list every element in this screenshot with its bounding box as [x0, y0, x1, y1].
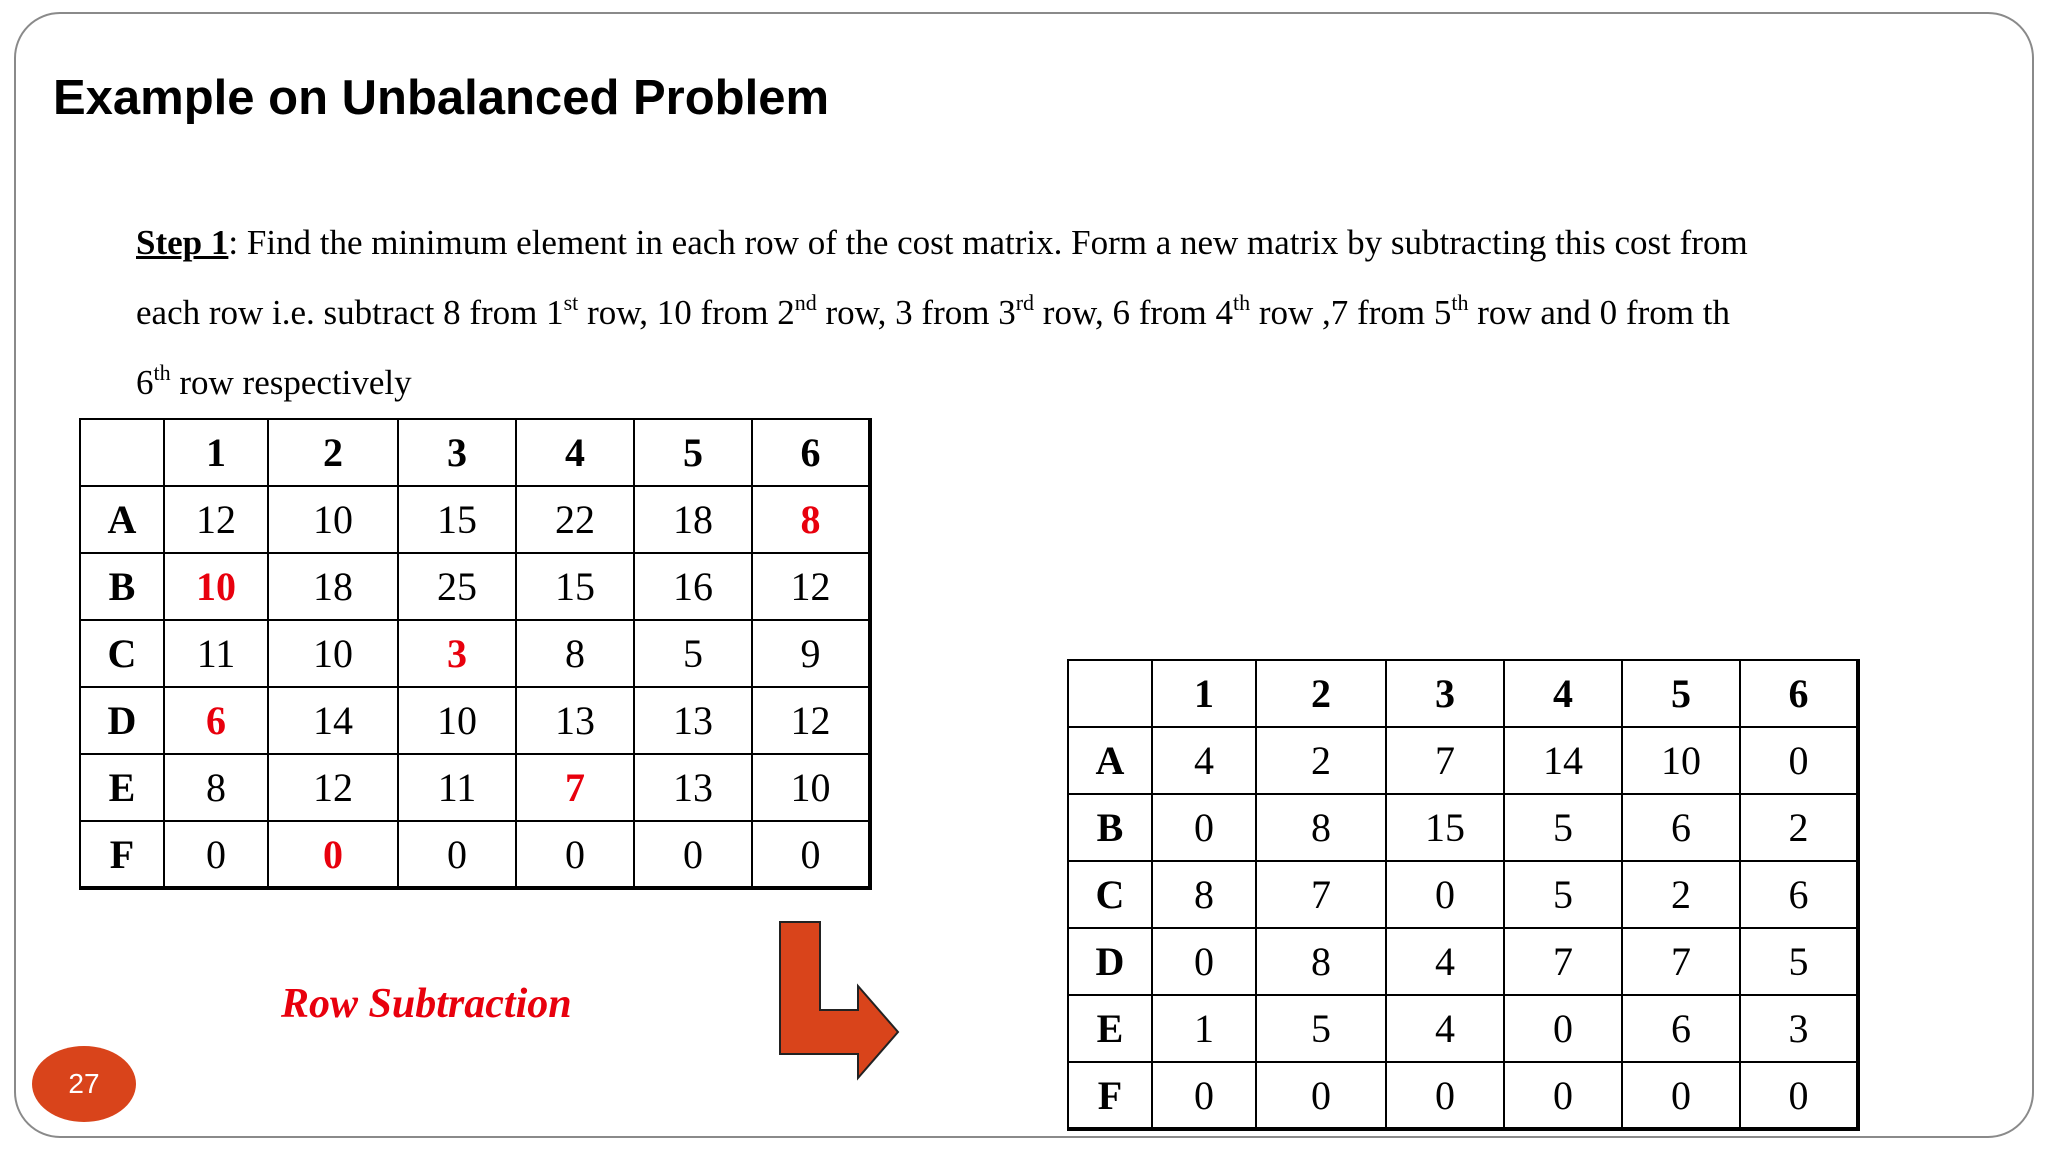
table-cell: 0	[1256, 1062, 1386, 1129]
step-line-3	[136, 348, 1936, 418]
table-cell: 0	[1386, 1062, 1504, 1129]
table-cell: 15	[516, 553, 634, 620]
column-header: 1	[164, 419, 268, 486]
table-cell: 6	[1622, 794, 1740, 861]
reduced-matrix-table	[1067, 659, 1860, 1131]
row-header: E	[1068, 995, 1152, 1062]
table-cell: 5	[1504, 861, 1622, 928]
step-line-2	[136, 278, 1936, 348]
table-cell: 13	[634, 687, 752, 754]
table-row	[80, 486, 870, 553]
table-row	[80, 754, 870, 821]
table-row	[80, 553, 870, 620]
corner-cell	[1068, 660, 1152, 727]
ordinal-suffix: th	[1451, 290, 1469, 315]
row-minimum-cell: 0	[268, 821, 398, 888]
table-cell: 10	[398, 687, 516, 754]
table-cell: 8	[516, 620, 634, 687]
corner-cell	[80, 419, 164, 486]
header-row	[1068, 660, 1858, 727]
step-instructions	[136, 208, 1936, 418]
row-header: C	[1068, 861, 1152, 928]
table-cell: 11	[164, 620, 268, 687]
table-cell: 10	[268, 486, 398, 553]
table-cell: 25	[398, 553, 516, 620]
table-cell: 0	[1386, 861, 1504, 928]
table-cell: 2	[1622, 861, 1740, 928]
ordinal-suffix: th	[153, 360, 171, 385]
row-header: D	[80, 687, 164, 754]
step-line-1-text: : Find the minimum element in each row of the cost matrix. Form a new matrix by subtracting this cost from	[228, 223, 1748, 262]
column-header: 3	[1386, 660, 1504, 727]
step-label: Step 1	[136, 223, 229, 262]
table-cell: 0	[1152, 928, 1256, 995]
table-cell: 6	[1740, 861, 1858, 928]
table-cell: 16	[634, 553, 752, 620]
row-header: B	[1068, 794, 1152, 861]
table-cell: 12	[752, 553, 870, 620]
table-cell: 4	[1152, 727, 1256, 794]
table-cell: 5	[1740, 928, 1858, 995]
table-cell: 4	[1386, 928, 1504, 995]
table-cell: 8	[164, 754, 268, 821]
table-cell: 6	[1622, 995, 1740, 1062]
table-cell: 22	[516, 486, 634, 553]
ordinal-suffix: rd	[1015, 290, 1035, 315]
ordinal-suffix: th	[1233, 290, 1251, 315]
table-row	[1068, 727, 1858, 794]
table-cell: 7	[1622, 928, 1740, 995]
column-header: 2	[268, 419, 398, 486]
row-header: D	[1068, 928, 1152, 995]
bent-arrow-icon	[778, 920, 902, 1082]
step-text: each row i.e. subtract 8 from 1	[136, 293, 564, 332]
column-header: 3	[398, 419, 516, 486]
table-cell: 18	[268, 553, 398, 620]
table-cell: 8	[1152, 861, 1256, 928]
table-cell: 13	[634, 754, 752, 821]
step-text: row respectively	[170, 363, 412, 402]
step-text: row, 3 from 3	[816, 293, 1016, 332]
step-text: row and 0 from th	[1468, 293, 1730, 332]
ordinal-suffix: nd	[794, 290, 817, 315]
table-cell: 12	[164, 486, 268, 553]
table-cell: 0	[1504, 995, 1622, 1062]
table-cell: 0	[1504, 1062, 1622, 1129]
table-cell: 0	[1740, 727, 1858, 794]
column-header: 6	[752, 419, 870, 486]
table-cell: 7	[1256, 861, 1386, 928]
table-cell: 0	[164, 821, 268, 888]
table-cell: 8	[1256, 928, 1386, 995]
table-cell: 5	[1504, 794, 1622, 861]
table-cell: 15	[398, 486, 516, 553]
table-row	[80, 821, 870, 888]
row-header: E	[80, 754, 164, 821]
column-header: 1	[1152, 660, 1256, 727]
table-row	[1068, 995, 1858, 1062]
table-row	[1068, 1062, 1858, 1129]
table-cell: 9	[752, 620, 870, 687]
row-header: B	[80, 553, 164, 620]
ordinal-suffix: st	[563, 290, 579, 315]
table-cell: 8	[1256, 794, 1386, 861]
row-header: A	[1068, 727, 1152, 794]
cost-matrix-table	[79, 418, 872, 890]
table-cell: 10	[752, 754, 870, 821]
table-cell: 7	[1386, 727, 1504, 794]
row-header: F	[80, 821, 164, 888]
table-cell: 0	[398, 821, 516, 888]
row-minimum-cell: 10	[164, 553, 268, 620]
step-line-1	[136, 208, 1936, 278]
slide-title: Example on Unbalanced Problem	[53, 71, 830, 125]
row-header: A	[80, 486, 164, 553]
table-cell: 3	[1740, 995, 1858, 1062]
table-cell: 10	[268, 620, 398, 687]
table-cell: 2	[1256, 727, 1386, 794]
table-row	[80, 687, 870, 754]
table-cell: 5	[634, 620, 752, 687]
table-cell: 0	[1622, 1062, 1740, 1129]
table-cell: 14	[1504, 727, 1622, 794]
table-cell: 1	[1152, 995, 1256, 1062]
table-cell: 14	[268, 687, 398, 754]
row-minimum-cell: 3	[398, 620, 516, 687]
table-cell: 2	[1740, 794, 1858, 861]
column-header: 5	[634, 419, 752, 486]
table-cell: 0	[1152, 794, 1256, 861]
table-cell: 10	[1622, 727, 1740, 794]
table-row	[1068, 794, 1858, 861]
row-header: C	[80, 620, 164, 687]
row-minimum-cell: 6	[164, 687, 268, 754]
step-text: 6	[136, 363, 154, 402]
table-row	[1068, 861, 1858, 928]
table-row	[80, 620, 870, 687]
table-cell: 15	[1386, 794, 1504, 861]
step-text: row, 10 from 2	[578, 293, 795, 332]
table-cell: 0	[752, 821, 870, 888]
table-cell: 11	[398, 754, 516, 821]
step-text: row, 6 from 4	[1034, 293, 1233, 332]
table-cell: 4	[1386, 995, 1504, 1062]
table-row	[1068, 928, 1858, 995]
page-number-badge: 27	[32, 1046, 136, 1122]
row-header: F	[1068, 1062, 1152, 1129]
table-cell: 7	[1504, 928, 1622, 995]
row-subtraction-caption: Row Subtraction	[281, 981, 572, 1027]
header-row	[80, 419, 870, 486]
column-header: 4	[1504, 660, 1622, 727]
table-cell: 18	[634, 486, 752, 553]
table-cell: 0	[1740, 1062, 1858, 1129]
table-cell: 0	[516, 821, 634, 888]
step-text: row ,7 from 5	[1250, 293, 1452, 332]
table-cell: 0	[1152, 1062, 1256, 1129]
row-minimum-cell: 8	[752, 486, 870, 553]
table-cell: 13	[516, 687, 634, 754]
row-minimum-cell: 7	[516, 754, 634, 821]
column-header: 6	[1740, 660, 1858, 727]
table-cell: 12	[752, 687, 870, 754]
table-cell: 0	[634, 821, 752, 888]
column-header: 5	[1622, 660, 1740, 727]
column-header: 4	[516, 419, 634, 486]
table-cell: 12	[268, 754, 398, 821]
column-header: 2	[1256, 660, 1386, 727]
table-cell: 5	[1256, 995, 1386, 1062]
